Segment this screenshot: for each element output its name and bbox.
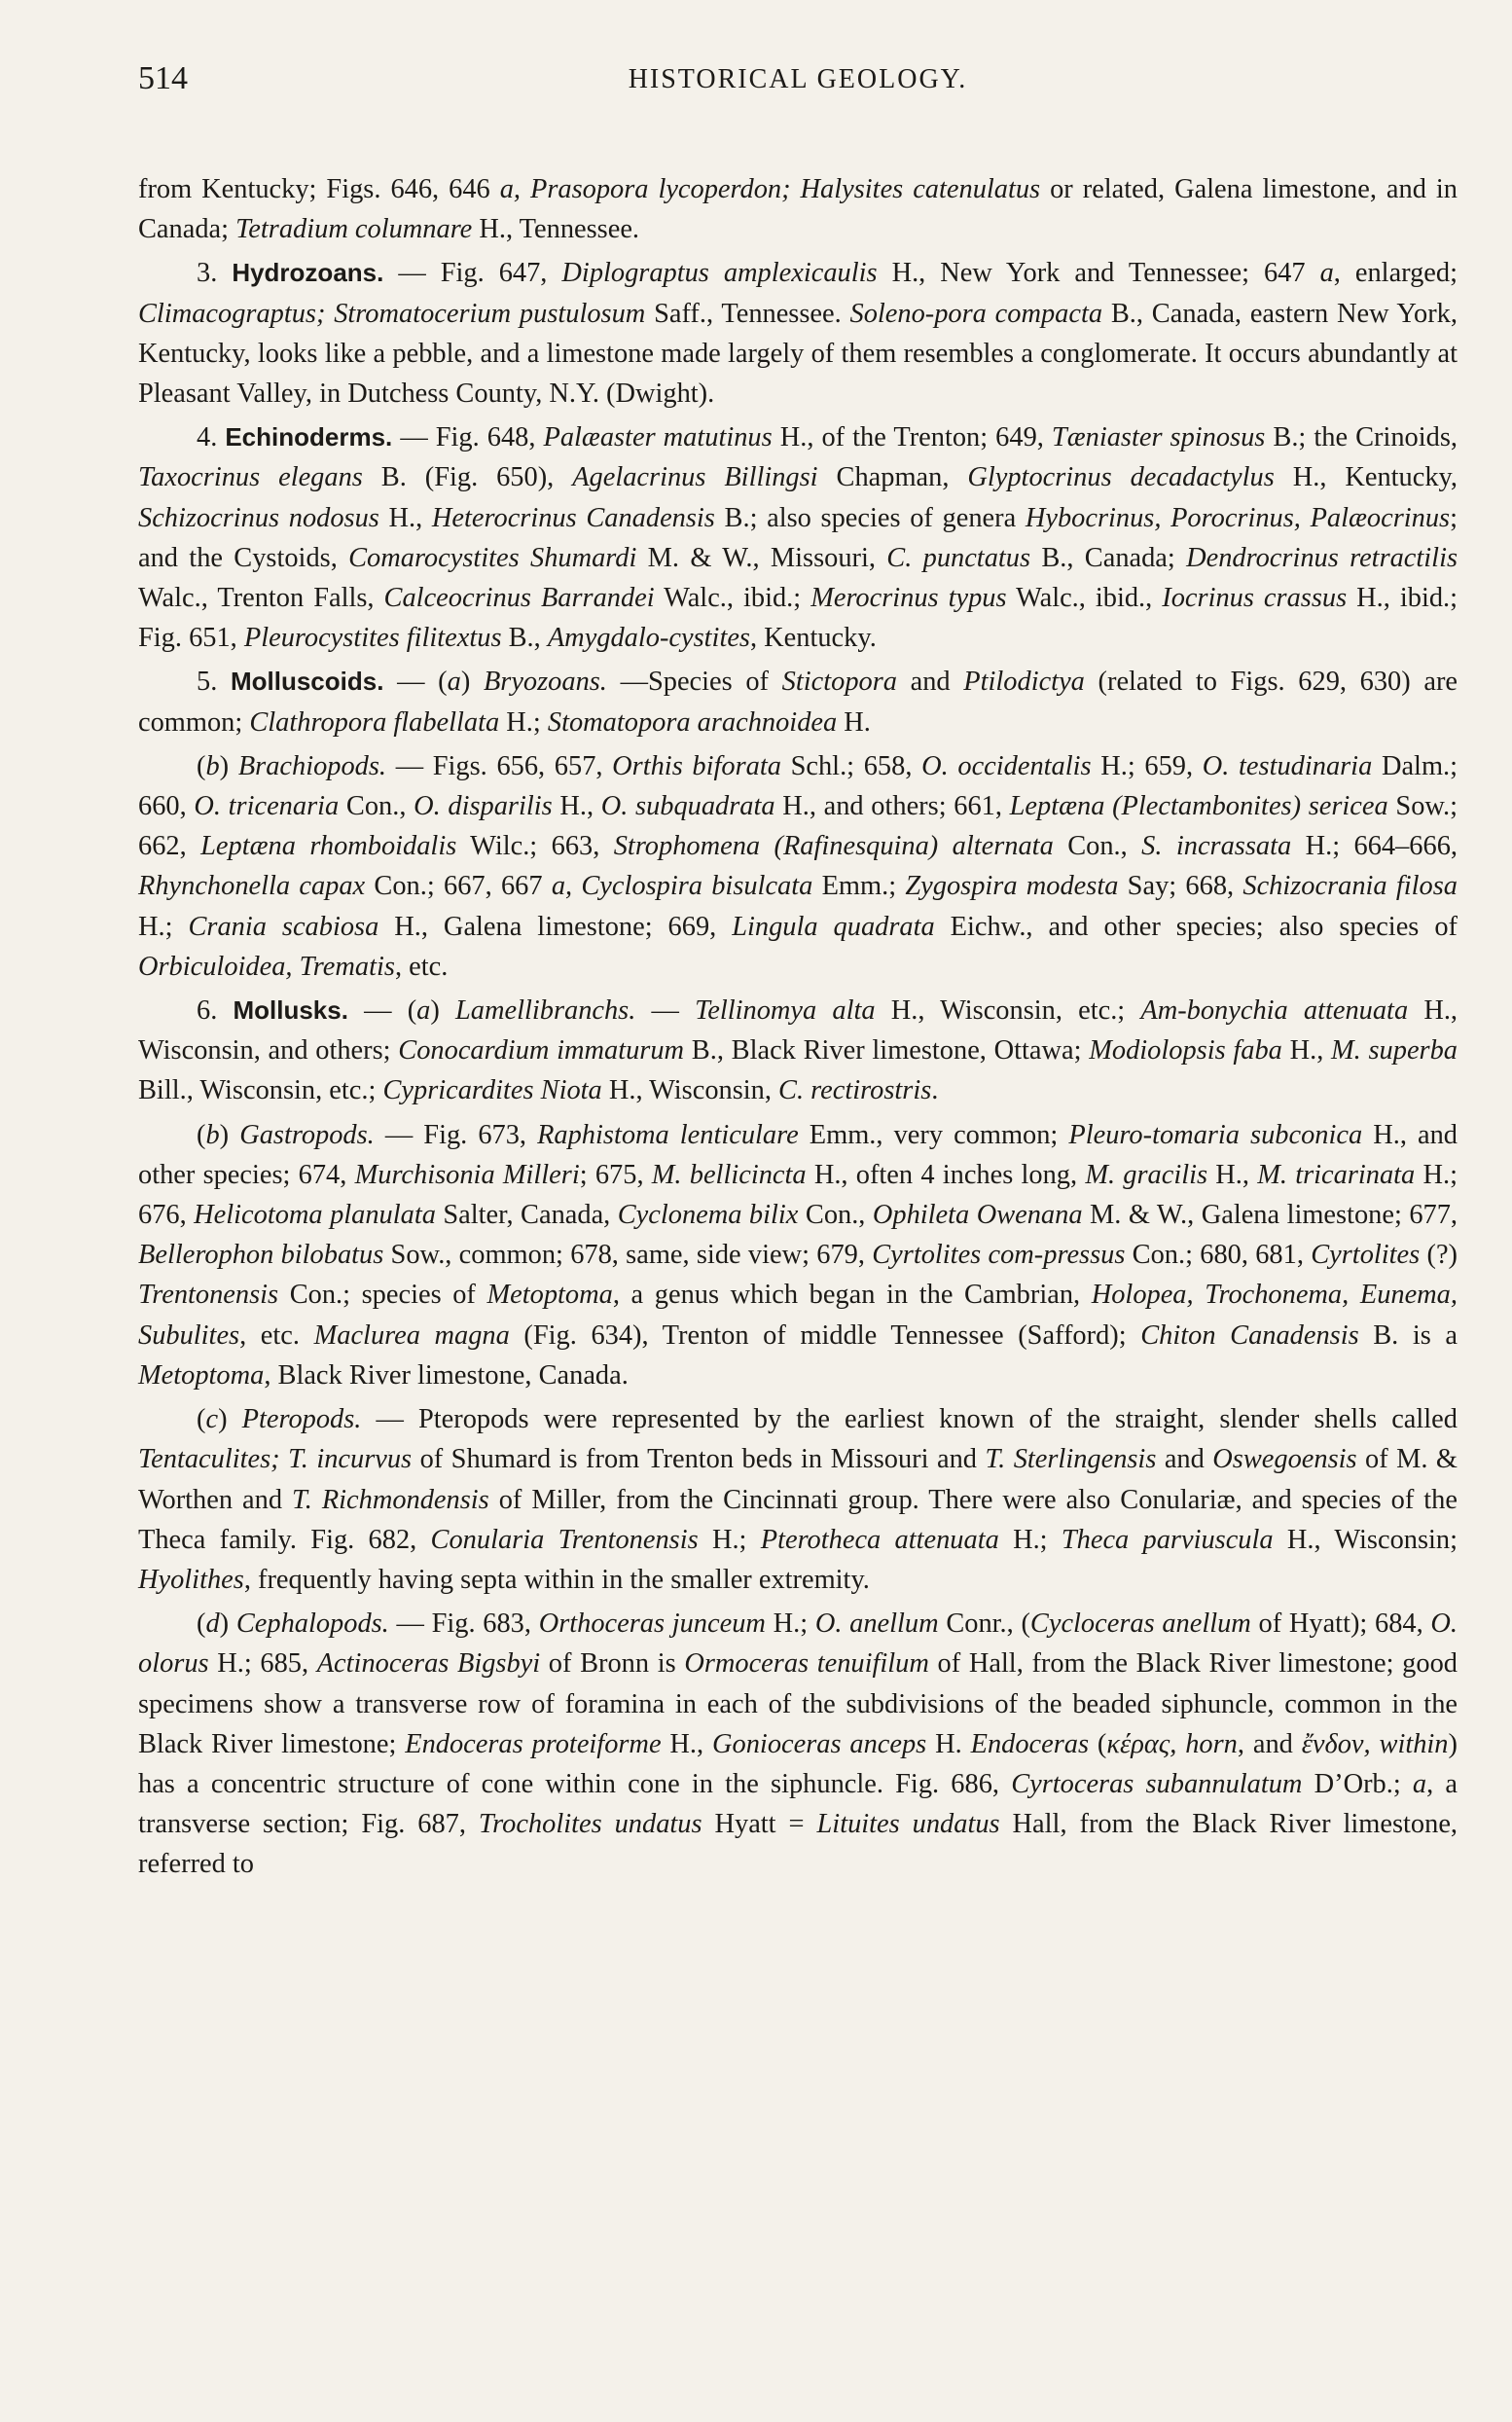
italic-taxon: M. superba <box>1331 1035 1458 1066</box>
text-run: and <box>1156 1444 1213 1475</box>
text-run: ) <box>219 1609 236 1640</box>
text-run: ; 675, <box>579 1159 652 1190</box>
text-run: of Shumard is from Trenton beds in Missouri and <box>412 1444 986 1475</box>
text-run: B., <box>501 623 548 654</box>
text-run: Walc., Trenton Falls, <box>138 583 384 614</box>
italic-taxon: Lingula quadrata <box>732 911 935 942</box>
italic-taxon: Agelacrinus Billingsi <box>572 462 818 493</box>
paragraph <box>138 169 1458 249</box>
italic-taxon: Tentaculites; T. incurvus <box>138 1444 413 1475</box>
text-run: Emm., very common; <box>798 1119 1069 1150</box>
text-run: Con.; 667, 667 <box>365 871 552 902</box>
text-run: H., <box>1207 1159 1258 1190</box>
text-run: Wilc.; 663, <box>456 831 614 862</box>
italic-taxon: Ptilodictya <box>963 667 1085 698</box>
italic-taxon: Cyrtoceras subannulatum <box>1011 1768 1303 1799</box>
italic-taxon: Oswegoensis <box>1212 1444 1357 1475</box>
text-run: ) <box>218 1404 242 1435</box>
italic-taxon: Amygdalo-cystites <box>547 623 750 654</box>
text-run: Bill., Wisconsin, etc.; <box>138 1075 383 1106</box>
italic-taxon: Pleuro-tomaria subconica <box>1068 1119 1363 1150</box>
italic-taxon: a, Cyclospira bisulcata <box>551 871 813 902</box>
text-run: Schl.; 658, <box>780 750 922 781</box>
text-run: Con.; 680, 681, <box>1125 1240 1312 1271</box>
italic-taxon: Trocholites undatus <box>478 1809 702 1840</box>
italic-taxon: O. tricenaria <box>194 791 340 822</box>
text-run: Saff., Tennessee. <box>645 298 850 329</box>
text-run: Emm.; <box>812 871 906 902</box>
italic-taxon: Tæniaster spinosus <box>1051 422 1266 453</box>
text-run: — ( <box>383 667 448 698</box>
text-run: ( <box>197 750 206 781</box>
text-run: ) <box>219 750 238 781</box>
section-heading: Hydrozoans. <box>232 258 384 288</box>
text-run: Con., <box>339 791 414 822</box>
text-run: H., Wisconsin, and others; <box>138 995 1458 1066</box>
paragraph <box>138 1604 1458 1884</box>
italic-taxon: O. subquadrata <box>600 791 775 822</box>
text-run: H.; <box>698 1524 761 1555</box>
italic-taxon: Strophomena (Rafinesquina) alternata <box>613 831 1054 862</box>
text-run: — Fig. 683, <box>388 1609 539 1640</box>
text-run: H., New York and Tennessee; 647 <box>877 258 1320 289</box>
text-run: , a transverse section; Fig. 687, <box>138 1768 1458 1840</box>
text-run: — <box>635 995 696 1027</box>
italic-taxon: C. rectirostris <box>778 1075 932 1106</box>
italic-taxon: Ormoceras tenuifilum <box>684 1648 929 1680</box>
text-run: Eichw., and other species; also species of <box>934 911 1458 942</box>
text-run: H., Wisconsin, <box>601 1075 779 1106</box>
italic-taxon: a <box>1412 1768 1427 1799</box>
italic-taxon: Heterocrinus Canadensis <box>431 502 715 533</box>
italic-taxon: Cyrtolites com-pressus <box>872 1240 1126 1271</box>
italic-taxon: Lamellibranchs. <box>455 995 636 1027</box>
text-run: , and <box>1237 1728 1302 1759</box>
text-run: H.; 685, <box>208 1648 317 1680</box>
text-run: (?) <box>1420 1240 1458 1271</box>
italic-taxon: Metoptoma <box>138 1359 265 1391</box>
italic-taxon: Hyolithes <box>138 1564 244 1595</box>
text-run: B.; the Crinoids, <box>1265 422 1458 453</box>
italic-taxon: M. tricarinata <box>1257 1159 1416 1190</box>
italic-taxon: Schizocrinus nodosus <box>138 502 379 533</box>
italic-taxon: Iocrinus crassus <box>1162 583 1348 614</box>
text-run: H.; <box>998 1524 1062 1555</box>
text-run: B.; also species of genera <box>714 502 1026 533</box>
text-run: , frequently having septa within in the smaller extremity. <box>243 1564 870 1595</box>
italic-taxon: Bellerophon bilobatus <box>138 1240 384 1271</box>
italic-taxon: Crania scabiosa <box>188 911 379 942</box>
body-text <box>138 169 1458 1885</box>
italic-taxon: S. incrassata <box>1141 831 1292 862</box>
italic-taxon: Zygospira modesta <box>905 871 1119 902</box>
text-run: Con.; species of <box>278 1280 487 1311</box>
text-run: H., <box>378 502 432 533</box>
italic-taxon: Brachiopods. <box>237 750 387 781</box>
text-run: 6. <box>197 995 234 1027</box>
italic-taxon: Bryozoans. <box>483 667 607 698</box>
text-run: , etc. <box>239 1319 314 1351</box>
italic-taxon: Climacograptus; Stromatocerium pustulosum <box>138 298 646 329</box>
text-run: B., Black River limestone, Ottawa; <box>684 1035 1090 1066</box>
text-run: H. <box>837 706 871 738</box>
text-run: of Hall, from the Black River limestone; good specimens show a transverse row of foramina in each of the subdivisions of the beaded siphuncle, common in the Black River limestone; <box>138 1648 1458 1759</box>
paragraph <box>138 1399 1458 1600</box>
text-run: H., ibid.; Fig. 651, <box>138 583 1458 654</box>
italic-taxon: c <box>205 1404 219 1435</box>
italic-taxon: b <box>205 750 220 781</box>
italic-taxon: Lituites undatus <box>816 1809 1000 1840</box>
italic-taxon: Dendrocrinus retractilis <box>1186 542 1458 573</box>
italic-taxon: O. olorus <box>138 1609 1458 1680</box>
text-run: H., <box>1281 1035 1332 1066</box>
text-run: , Kentucky. <box>749 623 877 654</box>
italic-taxon: Raphistoma lenticulare <box>537 1119 799 1150</box>
text-run: B. is a <box>1358 1319 1458 1351</box>
italic-taxon: ἔνδον, within <box>1301 1728 1449 1759</box>
text-run: Sow., common; 678, same, side view; 679, <box>383 1240 873 1271</box>
text-run: B., Canada, eastern New York, Kentucky, looks like a pebble, and a limestone made largely of them resembles a conglomerate. It occurs abundantly at Pleasant Valley, in Dutchess County, N.Y. (Dwight). <box>138 298 1458 410</box>
text-run: from Kentucky; Figs. 646, 646 <box>138 174 500 204</box>
italic-taxon: Palæaster matutinus <box>543 422 773 453</box>
text-run: , a genus which began in the Cambrian, <box>612 1280 1092 1311</box>
section-heading: Molluscoids. <box>230 667 384 697</box>
italic-taxon: Ophileta Owenana <box>872 1200 1083 1231</box>
text-run: of Hyatt); 684, <box>1250 1609 1431 1640</box>
text-run: — Figs. 656, 657, <box>386 750 613 781</box>
italic-taxon: Maclurea magna <box>313 1319 510 1351</box>
text-run: —Species of <box>606 667 782 698</box>
text-run: 4. <box>197 422 226 453</box>
text-run: Walc., ibid., <box>1006 583 1163 614</box>
italic-taxon: Murchisonia Milleri <box>354 1159 580 1190</box>
text-run: H., Tennessee. <box>472 214 640 245</box>
text-run: H., <box>661 1728 713 1759</box>
italic-taxon: Clathropora flabellata <box>249 706 500 738</box>
italic-taxon: Tellinomya alta <box>695 995 876 1027</box>
text-run: Con., <box>798 1200 873 1231</box>
text-run: ( <box>1089 1728 1107 1759</box>
text-run: Say; 668, <box>1118 871 1243 902</box>
italic-taxon: M. bellicincta <box>651 1159 807 1190</box>
paragraph <box>138 746 1458 987</box>
text-run: , enlarged; <box>1333 258 1458 289</box>
italic-taxon: Chiton Canadensis <box>1140 1319 1359 1351</box>
section-heading: Mollusks. <box>233 995 348 1026</box>
italic-taxon: Conularia Trentonensis <box>430 1524 699 1555</box>
text-run: and <box>896 667 964 698</box>
text-run: H., Wisconsin; <box>1273 1524 1458 1555</box>
italic-taxon: Trentonensis <box>138 1280 279 1311</box>
italic-taxon: a <box>416 995 431 1027</box>
italic-taxon: κέρας, horn <box>1106 1728 1238 1759</box>
italic-taxon: C. punctatus <box>886 542 1031 573</box>
italic-taxon: Pleurocystites filitextus <box>243 623 502 654</box>
text-run: H.; 659, <box>1091 750 1203 781</box>
paragraph <box>138 991 1458 1111</box>
italic-taxon: O. testudinaria <box>1202 750 1373 781</box>
text-run: of Miller, from the Cincinnati group. There were also Conulariæ, and species of the Theca family. Fig. 682, <box>138 1484 1458 1555</box>
italic-taxon: Actinoceras Bigsbyi <box>316 1648 541 1680</box>
text-run: Chapman, <box>817 462 968 493</box>
italic-taxon: Conocardium immaturum <box>398 1035 685 1066</box>
paragraph <box>138 662 1458 741</box>
text-run: ( <box>197 1609 206 1640</box>
text-run: H.; <box>499 706 548 738</box>
text-run: Con., <box>1053 831 1142 862</box>
text-run: or related, Galena limestone, and in Canada; <box>138 174 1458 245</box>
text-run: — Pteropods were represented by the earliest known of the straight, slender shells called <box>361 1404 1458 1435</box>
text-run: Conr., ( <box>938 1609 1030 1640</box>
italic-taxon: Modiolopsis faba <box>1089 1035 1282 1066</box>
italic-taxon: Schizocrania filosa <box>1242 871 1458 902</box>
text-run: Walc., ibid.; <box>654 583 811 614</box>
italic-taxon: Helicotoma planulata <box>194 1200 436 1231</box>
italic-taxon: Cyclonema bilix <box>617 1200 799 1231</box>
page-number: 514 <box>138 60 188 96</box>
text-run: (related to Figs. 629, 630) are common; <box>138 667 1458 738</box>
italic-taxon: Comarocystites Shumardi <box>348 542 637 573</box>
italic-taxon: Glyptocrinus decadactylus <box>967 462 1275 493</box>
italic-taxon: Cyrtolites <box>1311 1240 1421 1271</box>
text-run: Sow.; 662, <box>138 791 1458 862</box>
italic-taxon: Hybocrinus, Porocrinus, Palæocrinus <box>1025 502 1451 533</box>
text-run: of M. & Worthen and <box>138 1444 1458 1515</box>
italic-taxon: b <box>205 1119 220 1150</box>
text-run: B., Canada; <box>1030 542 1187 573</box>
italic-taxon: Calceocrinus Barrandei <box>383 583 655 614</box>
italic-taxon: O. disparilis <box>414 791 553 822</box>
text-run: (Fig. 634), Trenton of middle Tennessee (Safford); <box>509 1319 1141 1351</box>
italic-taxon: Tetradium columnare <box>235 214 473 245</box>
paragraph <box>138 417 1458 658</box>
section-heading: Echinoderms. <box>225 422 393 452</box>
italic-taxon: Orthoceras junceum <box>538 1609 766 1640</box>
text-run: H., Kentucky, <box>1274 462 1458 493</box>
text-run: ) <box>460 667 484 698</box>
text-run: ) <box>430 995 455 1027</box>
italic-taxon: a, Prasopora lycoperdon; Halysites catenulatus <box>499 174 1041 204</box>
text-run: H., of the Trenton; 649, <box>772 422 1052 453</box>
italic-taxon: Orthis biforata <box>612 750 781 781</box>
text-run: ) has a concentric structure of cone within cone in the siphuncle. Fig. 686, <box>138 1728 1458 1799</box>
italic-taxon: Cephalopods. <box>235 1609 389 1640</box>
text-run: — Fig. 648, <box>392 422 544 453</box>
text-run: — ( <box>347 995 417 1027</box>
text-run: H., and other species; 674, <box>138 1119 1458 1190</box>
italic-taxon: Cypricardites Niota <box>382 1075 602 1106</box>
italic-taxon: Theca parviuscula <box>1061 1524 1274 1555</box>
italic-taxon: Metoptoma <box>486 1280 613 1311</box>
italic-taxon: Gonioceras anceps <box>712 1728 927 1759</box>
text-run: H.; <box>765 1609 815 1640</box>
italic-taxon: O. occidentalis <box>921 750 1092 781</box>
text-run: H. <box>926 1728 971 1759</box>
text-run: H.; <box>138 911 189 942</box>
italic-taxon: Pteropods. <box>241 1404 362 1435</box>
text-run: H., and others; 661, <box>774 791 1010 822</box>
italic-taxon: M. gracilis <box>1085 1159 1208 1190</box>
paragraph <box>138 253 1458 414</box>
text-run: Salter, Canada, <box>435 1200 618 1231</box>
text-run: 5. <box>197 667 231 698</box>
italic-taxon: T. Richmondensis <box>292 1484 489 1515</box>
text-run: H., Galena limestone; 669, <box>378 911 733 942</box>
italic-taxon: Leptæna rhomboidalis <box>200 831 457 862</box>
text-run: H.; 664–666, <box>1291 831 1458 862</box>
text-run: ) <box>219 1119 240 1150</box>
text-run: ; and the Cystoids, <box>138 502 1458 573</box>
text-run: M. & W., Missouri, <box>636 542 887 573</box>
running-title: HISTORICAL GEOLOGY. <box>628 64 968 94</box>
italic-taxon: Stictopora <box>781 667 897 698</box>
text-run: Hyatt = <box>702 1809 817 1840</box>
running-head <box>138 60 1458 119</box>
text-run: . <box>931 1075 939 1106</box>
italic-taxon: O. anellum <box>814 1609 939 1640</box>
text-run: Hall, from the Black River limestone, referred to <box>138 1809 1458 1880</box>
italic-taxon: Diplograptus amplexicaulis <box>561 258 878 289</box>
text-run: B. (Fig. 650), <box>362 462 573 493</box>
italic-taxon: Soleno-pora compacta <box>849 298 1103 329</box>
italic-taxon: Taxocrinus elegans <box>138 462 363 493</box>
text-run: 3. <box>197 258 233 289</box>
italic-taxon: Holopea, Trochonema, Eunema, Subulites <box>138 1280 1458 1351</box>
italic-taxon: T. Sterlingensis <box>985 1444 1157 1475</box>
text-run: ( <box>197 1119 206 1150</box>
italic-taxon: Leptæna (Plectambonites) sericea <box>1009 791 1388 822</box>
text-run: Dalm.; 660, <box>138 750 1458 822</box>
italic-taxon: d <box>205 1609 220 1640</box>
text-run: , etc. <box>394 951 449 982</box>
italic-taxon: Rhynchonella capax <box>138 871 366 902</box>
text-run: H., Wisconsin, etc.; <box>875 995 1141 1027</box>
italic-taxon: Cycloceras anellum <box>1029 1609 1251 1640</box>
text-run: H., often 4 inches long, <box>806 1159 1086 1190</box>
text-run: — Fig. 647, <box>383 258 562 289</box>
italic-taxon: a <box>1319 258 1334 289</box>
italic-taxon: Orbiculoidea, Trematis <box>138 951 395 982</box>
text-run: , Black River limestone, Canada. <box>264 1359 629 1391</box>
paragraph <box>138 1115 1458 1395</box>
text-run: ( <box>197 1404 206 1435</box>
text-run: D’Orb.; <box>1302 1768 1413 1799</box>
italic-taxon: Endoceras <box>970 1728 1090 1759</box>
italic-taxon: Endoceras proteiforme <box>405 1728 662 1759</box>
text-run: M. & W., Galena limestone; 677, <box>1082 1200 1458 1231</box>
text-run: H., <box>552 791 601 822</box>
italic-taxon: a <box>447 667 461 698</box>
text-run: — Fig. 673, <box>374 1119 538 1150</box>
text-run: H.; 676, <box>138 1159 1458 1231</box>
text-run: of Bronn is <box>540 1648 685 1680</box>
italic-taxon: Gastropods. <box>239 1119 375 1150</box>
italic-taxon: Stomatopora arachnoidea <box>547 706 838 738</box>
italic-taxon: Am-bonychia attenuata <box>1140 995 1409 1027</box>
italic-taxon: Merocrinus typus <box>810 583 1007 614</box>
italic-taxon: Pterotheca attenuata <box>760 1524 999 1555</box>
